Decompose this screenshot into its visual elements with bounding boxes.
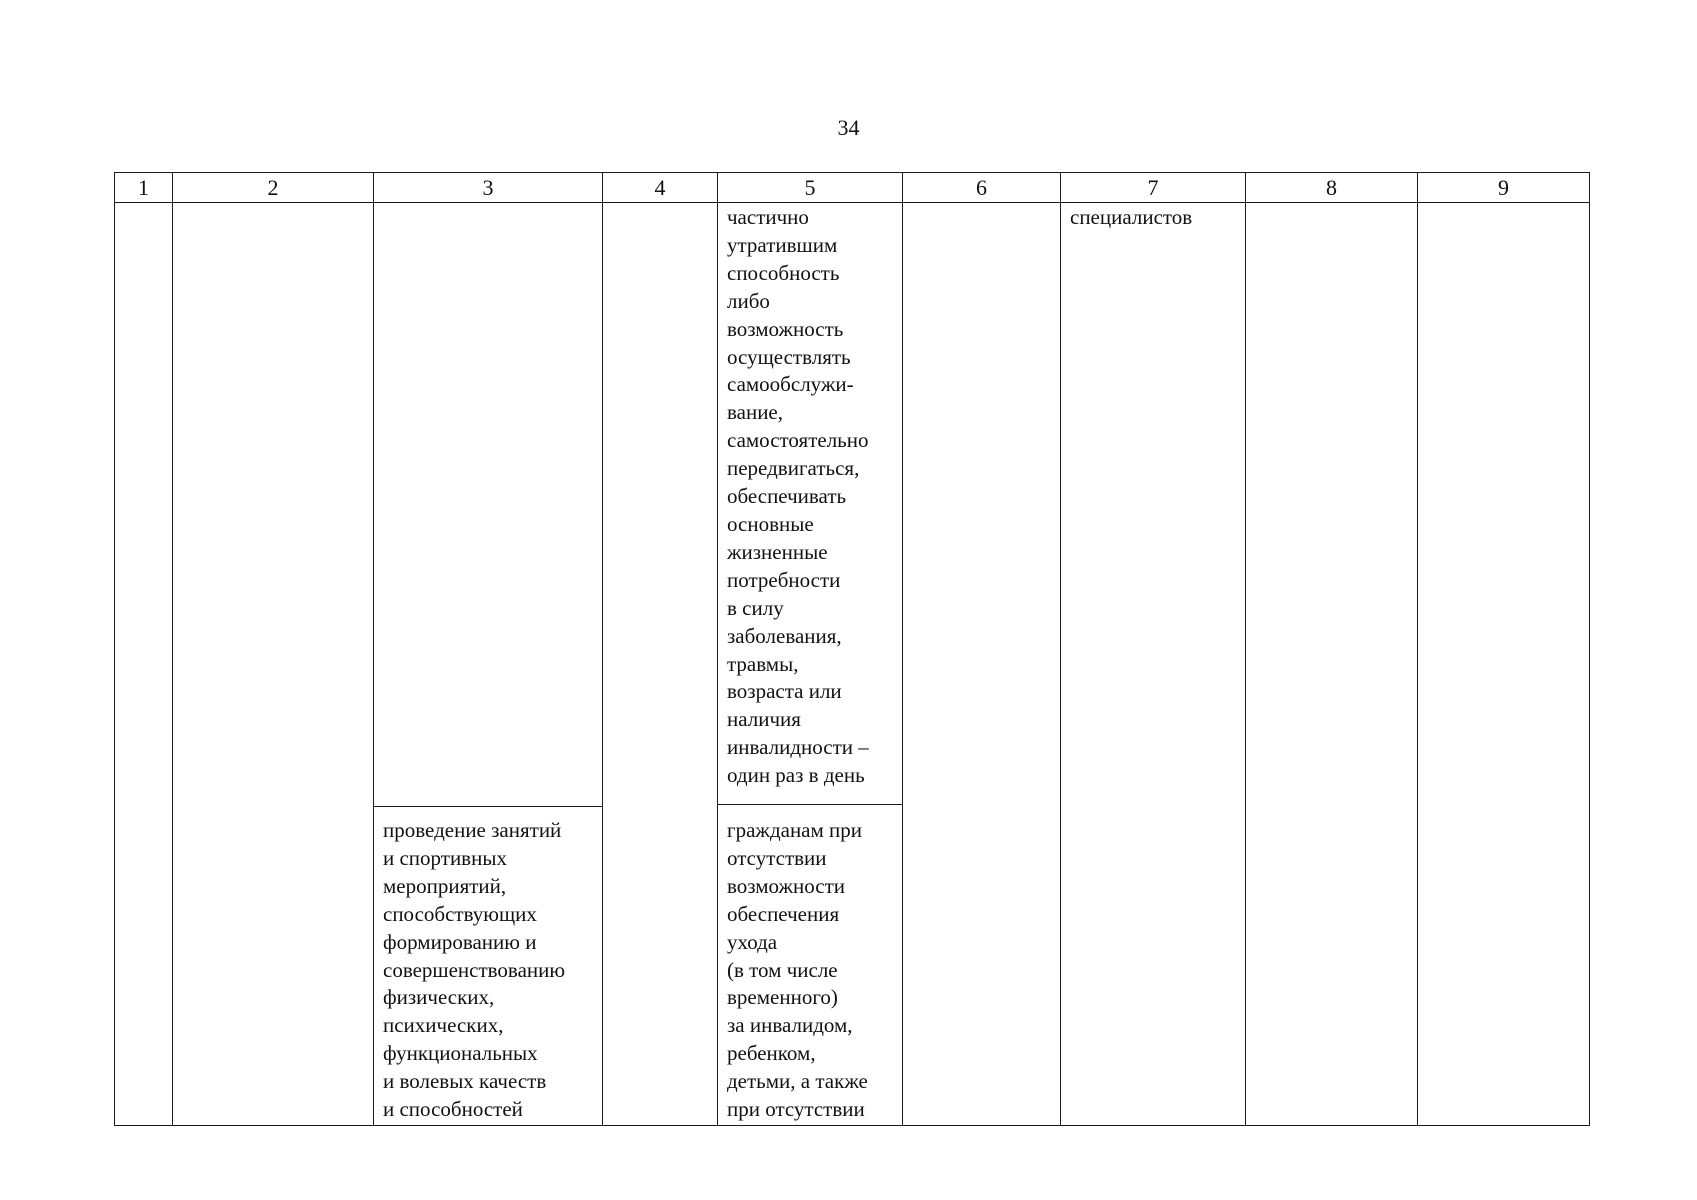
column-divider-5	[902, 173, 903, 1125]
column-divider-4	[717, 173, 718, 1125]
col3-row-divider	[373, 806, 603, 807]
column-number-2: 2	[267, 175, 279, 200]
column-divider-8	[1417, 173, 1418, 1125]
col5-lower-cell-text: гражданам при отсутствии возможности обеспечения ухода (в том числе временного) за инвалидом, ребенком, детьми, а также при отсутствии	[727, 818, 868, 1122]
column-number-4: 4	[654, 175, 666, 200]
col3-lower-cell-text: проведение занятий и спортивных мероприятий, способствующих формированию и совершенствованию физических, психических, функциональных и волевых качеств и способностей	[383, 818, 566, 1122]
column-divider-7	[1245, 173, 1246, 1125]
column-number-5: 5	[804, 175, 816, 200]
column-number-7: 7	[1147, 175, 1159, 200]
col7-cell-text: специалистов	[1070, 205, 1193, 229]
page-number: 34	[837, 115, 860, 140]
header-row-divider	[115, 202, 1589, 203]
column-number-6: 6	[976, 175, 987, 200]
column-divider-6	[1060, 173, 1061, 1125]
col5-row-divider	[717, 804, 903, 805]
column-number-3: 3	[482, 175, 494, 200]
column-divider-1	[172, 173, 173, 1125]
column-number-1: 1	[138, 175, 149, 200]
services-table	[114, 172, 1590, 1126]
column-number-8: 8	[1326, 175, 1337, 200]
column-divider-2	[373, 173, 374, 1125]
col5-upper-cell-text: частично утратившим способность либо возможность осуществлять самообслужи- вание, самостоятельно передвигаться, обеспечивать основные жизненные потребности в силу заболевания, травмы, возраста или наличия инвалидности – один раз в день	[727, 205, 869, 788]
column-number-9: 9	[1498, 175, 1509, 200]
column-divider-3	[602, 173, 603, 1125]
